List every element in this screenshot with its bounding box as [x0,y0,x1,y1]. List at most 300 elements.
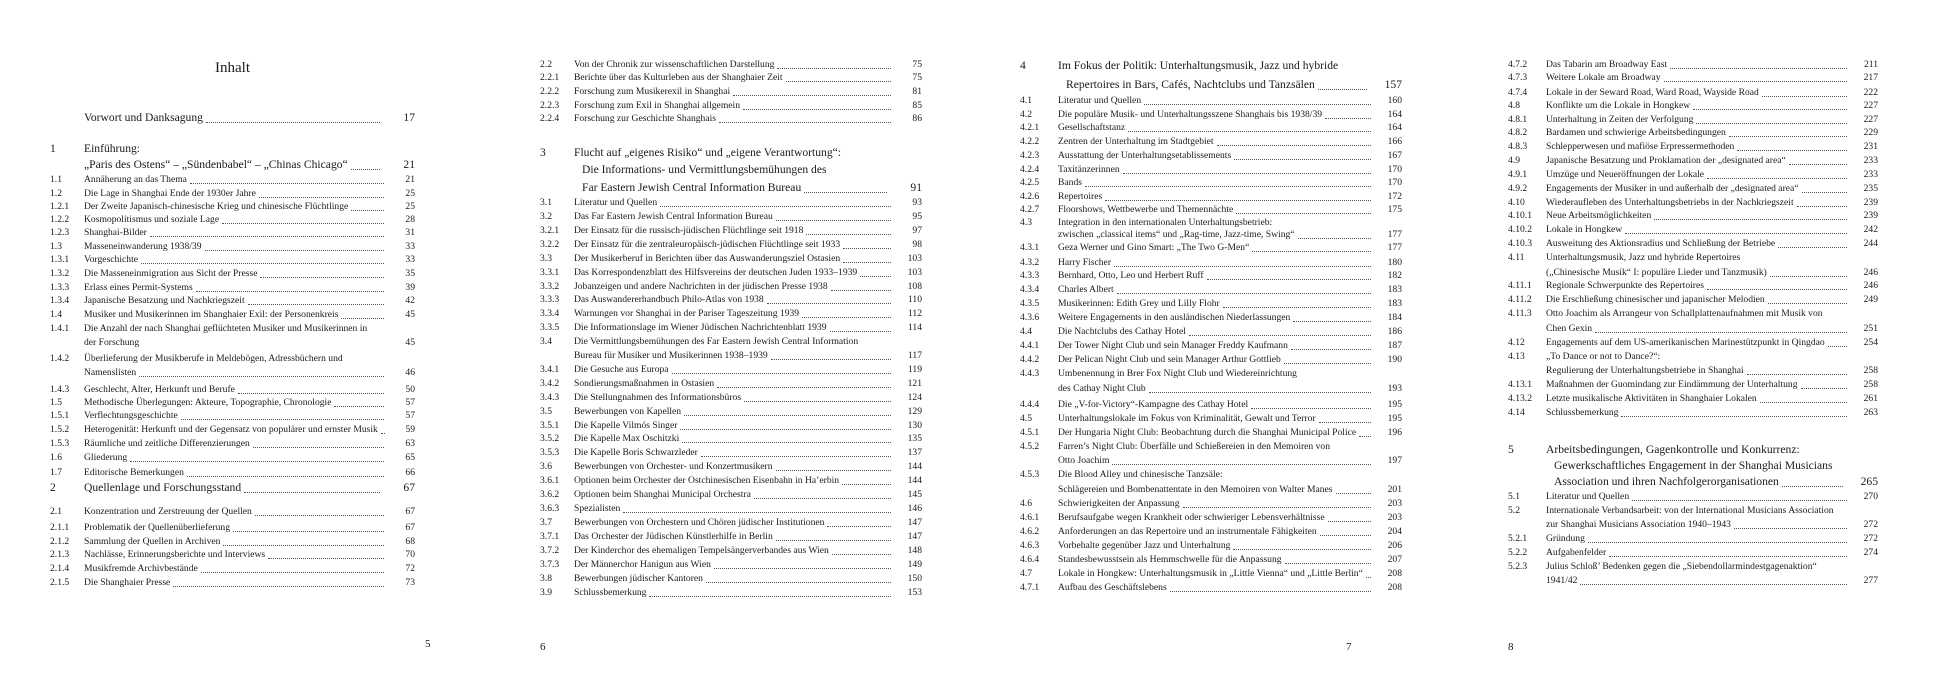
toc-entry [1508,474,1878,490]
dot-leader [831,280,891,291]
page-reference: 25 [405,201,415,212]
dot-leader [268,548,384,559]
toc-entry [540,544,922,558]
toc-entry [1508,532,1878,546]
toc-entry [50,423,415,437]
page-reference: 28 [405,214,415,225]
entry-title: Aufgabenfelder [1546,547,1607,558]
dot-leader [1625,223,1847,234]
entry-title: Vorgeschichte [84,254,138,265]
toc-entry [1020,149,1402,163]
entry-title: Der Zweite Japanisch-chinesische Krieg und chinesische Flüchtlinge [84,201,349,212]
page-reference: 73 [405,577,415,588]
section-number: 4.11.1 [1508,280,1532,291]
entry-title: Lokale in der Seward Road, Ward Road, Wayside Road [1546,87,1759,98]
dot-leader [767,293,891,304]
page-reference: 187 [1387,340,1402,351]
section-number: 4.4.3 [1020,368,1040,379]
dot-leader [196,281,384,292]
entry-title: Literatur und Quellen [1546,491,1630,502]
dot-leader [1707,168,1847,179]
dot-leader [205,240,384,251]
section-number: 4.13 [1508,351,1525,362]
page-reference: 81 [912,86,922,97]
toc-entry [540,460,922,474]
page-reference: 217 [1863,72,1878,83]
dot-leader [649,586,891,597]
dot-leader [1117,283,1371,294]
section-number: 1.4.2 [50,353,70,364]
page-reference: 75 [912,59,922,70]
section-number: 4.7.3 [1508,72,1528,83]
section-number: 1.1 [50,174,62,185]
page-reference: 208 [1387,582,1402,593]
toc-entry [50,213,415,227]
section-number: 3.5.3 [540,447,560,458]
entry-title: Engagements auf dem US-amerikanischen Marinestützpunkt in Qingdao [1546,337,1825,348]
page-reference: 153 [907,587,922,598]
toc-entry [50,480,415,496]
dot-leader [1293,311,1371,322]
toc-entry [50,336,415,350]
entry-title: Die Gesuche aus Europa [574,364,669,375]
dot-leader [776,460,891,471]
page-reference: 129 [907,406,922,417]
page-reference: 108 [907,281,922,292]
toc-entry [1020,58,1402,74]
page-reference: 233 [1863,169,1878,180]
dot-leader [827,516,891,527]
section-number: 4.7.2 [1508,59,1528,70]
dot-leader [1778,237,1847,248]
entry-title: Berichte über das Kulturleben aus der Shanghaier Zeit [574,72,783,83]
entry-title: Sammlung der Quellen in Archiven [84,536,221,547]
entry-title: Japanische Besatzung und Proklamation der „designated area“ [1546,155,1786,166]
page-reference: 137 [907,447,922,458]
dot-leader [1747,364,1847,375]
entry-title: Geza Werner und Gino Smart: „The Two G-Men“ [1058,242,1250,253]
toc-entry [540,405,922,419]
section-number: 3.3.1 [540,267,560,278]
dot-leader [1298,228,1371,239]
toc-entry [50,352,415,366]
section-number: 3.5.2 [540,433,560,444]
section-number: 3.5.1 [540,420,560,431]
toc-entry [540,502,922,516]
dot-leader [1801,378,1847,389]
entry-title: Unterhaltungslokale im Fokus von Kriminalität, Gewalt und Terror [1058,413,1316,424]
page-reference: 206 [1387,540,1402,551]
page-reference: 235 [1863,183,1878,194]
section-number: 5 [1508,443,1514,456]
entry-title: Optionen beim Shanghai Municipal Orchestra [574,489,751,500]
page-reference: 277 [1863,575,1878,586]
entry-title: Vorwort und Danksagung [84,111,203,124]
dot-leader [1580,574,1847,585]
entry-title: Quellenlage und Forschungsstand [84,481,242,494]
dot-leader [1366,567,1371,578]
entry-title: Annäherung an das Thema [84,174,187,185]
page-reference: 258 [1863,379,1878,390]
entry-title: Bardamen und schwierige Arbeitsbedingungen [1546,127,1726,138]
section-number: 4.8 [1508,100,1520,111]
dot-leader [802,307,891,318]
page-reference: 147 [907,517,922,528]
section-number: 4.4.4 [1020,399,1040,410]
entry-title: Neue Arbeitsmöglichkeiten [1546,210,1652,221]
toc-entry [540,293,922,307]
section-number: 4.3.4 [1020,284,1040,295]
dot-leader [860,266,891,277]
page-reference: 263 [1863,407,1878,418]
page-reference: 67 [405,506,415,517]
dot-leader [141,253,384,264]
toc-entry [1508,442,1878,458]
page-reference: 172 [1387,191,1402,202]
toc-entry [1508,251,1878,265]
page-number: 5 [425,638,431,650]
entry-title: Das Far Eastern Jewish Central Information Bureau [574,211,773,222]
toc-entry [1508,154,1878,168]
dot-leader [660,196,891,207]
page-number: 6 [540,641,546,653]
page-reference: 227 [1863,100,1878,111]
entry-title: Heterogenität: Herkunft und der Gegensatz von populärer und ernster Musik [84,424,378,435]
entry-title: Die Informations- und Vermittlungsbemühungen des [582,163,827,176]
toc-entry [1508,546,1878,560]
toc-entry [540,363,922,377]
toc-entry [50,308,415,322]
toc-entry [1020,108,1402,122]
dot-leader [672,363,891,374]
toc-entry [50,240,415,254]
page-reference: 211 [1863,59,1878,70]
page-reference: 164 [1387,122,1402,133]
toc-entry [1508,126,1878,140]
section-number: 1.3 [50,241,62,252]
dot-leader [1664,71,1847,82]
entry-title: Masseneinwanderung 1938/39 [84,241,202,252]
entry-title: Bureau für Musiker und Musikerinnen 1938–1939 [574,350,768,361]
toc-entry [540,391,922,405]
toc-entry [50,409,415,423]
page-reference: 63 [405,438,415,449]
section-number: 4.9 [1508,155,1520,166]
entry-title: Arbeitsbedingungen, Gagenkontrolle und Konkurrenz: [1546,443,1800,456]
dot-leader [1319,412,1371,423]
dot-leader [1318,77,1367,90]
entry-title: Die Blood Alley und chinesische Tanzsäle: [1058,469,1223,480]
toc-entry [1508,209,1878,223]
dot-leader [1251,398,1371,409]
toc-entry [1020,297,1402,311]
section-number: 4.1 [1020,95,1032,106]
page-reference: 190 [1387,354,1402,365]
toc-entry [1020,94,1402,108]
page-reference: 175 [1387,204,1402,215]
entry-title: Chen Gexin [1546,323,1593,334]
entry-title: Räumliche und zeitliche Differenzierungen [84,438,250,449]
dot-leader [1223,297,1371,308]
section-number: 3.5 [540,406,552,417]
section-number: 3.7.2 [540,545,560,556]
toc-entry [540,307,922,321]
toc-entry [540,432,922,446]
entry-title: Unterhaltung in Zeiten der Verfolgung [1546,114,1694,125]
entry-title: Von der Chronik zur wissenschaftlichen Darstellung [574,59,775,70]
entry-title: Umbenennung in Brer Fox Night Club und Wiedereinrichtung [1058,368,1297,379]
toc-entry [1020,440,1402,454]
dot-leader [351,157,380,170]
dot-leader [706,572,891,583]
dot-leader [1595,322,1847,333]
toc-entry [50,451,415,465]
dot-leader [1149,382,1371,393]
dot-leader [1696,113,1847,124]
toc-page-6 [540,0,922,700]
dot-leader [187,466,384,477]
page-reference: 244 [1863,238,1878,249]
section-number: 4.10 [1508,197,1525,208]
entry-title: Der Einsatz für die russisch-jüdischen Flüchtlinge seit 1918 [574,225,804,236]
dot-leader [1770,266,1847,277]
page-reference: 254 [1863,337,1878,348]
section-number: 3.1 [540,197,552,208]
section-number: 4.6.3 [1020,540,1040,551]
entry-title: Farren’s Night Club: Überfälle und Schießereien in den Memoiren von [1058,441,1331,452]
toc-entry [50,383,415,397]
section-number: 4.2.4 [1020,164,1040,175]
section-number: 4.5.1 [1020,427,1040,438]
dot-leader [1693,99,1847,110]
entry-title: Sondierungsmaßnahmen in Ostasien [574,378,715,389]
toc-entry [50,110,415,126]
entry-title: Regulierung der Unterhaltungsbetriebe in Shanghai [1546,365,1744,376]
entry-title: Der Einsatz für die zentraleuropäisch-jüdischen Flüchtlinge seit 1933 [574,239,841,250]
section-number: 4.3.6 [1020,312,1040,323]
entry-title: Floorshows, Wettbewerbe und Themennächte [1058,204,1234,215]
entry-title: Jobanzeigen und andere Nachrichten in der jüdischen Presse 1938 [574,281,828,292]
section-number: 4.6.2 [1020,526,1040,537]
toc-entry [540,162,922,178]
section-number: 4.8.2 [1508,127,1528,138]
section-number: 2.2.1 [540,72,560,83]
page-reference: 135 [907,433,922,444]
entry-title: „To Dance or not to Dance?“: [1546,351,1661,362]
page-reference: 183 [1387,298,1402,309]
dot-leader [201,562,384,573]
dot-leader [684,405,891,416]
entry-title: Schlussbemerkung [1546,407,1619,418]
section-number: 2.1.1 [50,522,70,533]
dot-leader [1123,163,1371,174]
toc-entry [50,576,415,590]
entry-title: Die Kapelle Boris Schwarzleder [574,447,698,458]
page-reference: 146 [907,503,922,514]
section-number: 4.5.3 [1020,469,1040,480]
page-reference: 57 [405,410,415,421]
dot-leader [743,99,891,110]
dot-leader [253,437,384,448]
toc-entry [540,349,922,363]
section-number: 2.2.4 [540,113,560,124]
page-reference: 93 [912,197,922,208]
dot-leader [222,213,384,224]
toc-entry [50,253,415,267]
entry-title: Literatur und Quellen [574,197,658,208]
toc-entry [1508,168,1878,182]
toc-entry [540,488,922,502]
entry-title: Spezialisten [574,503,621,514]
section-number: 5.2 [1508,505,1520,516]
toc-entry [1020,353,1402,367]
section-number: 1.2 [50,188,62,199]
section-number: 3.3.5 [540,322,560,333]
page-reference: 274 [1863,547,1878,558]
entry-title: Harry Fischer [1058,257,1112,268]
dot-leader [139,366,384,377]
page-reference: 197 [1387,455,1402,466]
dot-leader [843,252,891,263]
section-number: 4.3.2 [1020,257,1040,268]
toc-entry [1020,426,1402,440]
section-number: 4.4 [1020,326,1032,337]
page-reference: 166 [1387,136,1402,147]
entry-title: der Forschung [84,337,140,348]
entry-title: Musiker und Musikerinnen im Shanghaier Exil: der Personenkreis [84,309,339,320]
dot-leader [1128,121,1371,132]
section-number: 1.3.1 [50,254,70,265]
section-number: 1.6 [50,452,62,463]
section-number: 2 [50,481,56,494]
section-number: 3.4.3 [540,392,560,403]
toc-entry [1508,266,1878,280]
entry-title: Engagements der Musiker in und außerhalb der „designated area“ [1546,183,1799,194]
toc-entry [540,196,922,210]
dot-leader [181,409,384,420]
toc-entry [1020,539,1402,553]
toc-entry [1508,182,1878,196]
entry-title: Lokale in Hongkew: Unterhaltungsmusik in „Little Vienna“ und „Little Berlin“ [1058,568,1363,579]
toc-page-8 [1508,0,1878,700]
dot-leader [1789,154,1847,165]
dot-leader [804,180,887,193]
page-reference: 246 [1863,280,1878,291]
toc-entry [1020,483,1402,497]
section-number: 1.5.1 [50,410,70,421]
toc-entry [1020,203,1402,217]
toc-entry [540,252,922,266]
entry-title: Charles Albert [1058,284,1114,295]
dot-leader [1632,490,1847,501]
page-reference: 86 [912,113,922,124]
entry-title: Schlussbemerkung [574,587,647,598]
dot-leader [1170,581,1371,592]
entry-title: Internationale Verbandsarbeit: von der International Musicians Association [1546,505,1834,516]
section-number: 1.4.1 [50,323,70,334]
dot-leader [754,488,891,499]
toc-entry [50,281,415,295]
toc-entry [540,99,922,113]
entry-title: Die Lage in Shanghai Ende der 1930er Jahre [84,188,256,199]
toc-entry [1508,518,1878,532]
toc-entry [1020,468,1402,482]
toc-entry [50,466,415,480]
entry-title: Wiederaufleben des Unterhaltungsbetriebs in der Nachkriegszeit [1546,197,1794,208]
page-reference: 59 [405,424,415,435]
toc-entry [540,530,922,544]
toc-entry [50,157,415,173]
dot-leader [1802,182,1847,193]
page-reference: 31 [405,227,415,238]
entry-title: Bewerbungen von Kapellen [574,406,682,417]
page-reference: 239 [1863,210,1878,221]
toc-entry [1020,339,1402,353]
section-number: 4.13.1 [1508,379,1532,390]
section-number: 3.6 [540,461,552,472]
entry-title: Nachlässe, Erinnerungsberichte und Interviews [84,549,266,560]
entry-title: zwischen „classical items“ und „Rag-time, Jazz-time, Swing“ [1058,229,1295,240]
dot-leader [173,576,384,587]
page-reference: 110 [907,294,922,305]
section-number: 1.5 [50,397,62,408]
toc-entry [1508,378,1878,392]
dot-leader [733,85,891,96]
entry-title: Geschlecht, Alter, Herkunft und Berufe [84,384,235,395]
entry-title: Das Tabarin am Broadway East [1546,59,1668,70]
toc-entry [540,377,922,391]
toc-heading: Inhalt [215,60,250,76]
page-reference: 184 [1387,312,1402,323]
section-number: 4.2.5 [1020,177,1040,188]
page-reference: 227 [1863,114,1878,125]
entry-title: Far Eastern Jewish Central Information Bureau [582,181,802,194]
entry-title: Weitere Lokale am Broadway [1546,72,1661,83]
entry-title: Die Shanghaier Presse [84,577,171,588]
section-number: 3.4.2 [540,378,560,389]
toc-entry [50,226,415,240]
toc-entry [1020,497,1402,511]
page-reference: 57 [405,397,415,408]
toc-entry [50,505,415,519]
toc-entry [1508,504,1878,518]
toc-entry [540,474,922,488]
section-number: 5.2.1 [1508,533,1528,544]
entry-title: Forschung zum Exil in Shanghai allgemein [574,100,740,111]
section-number: 2.1.5 [50,577,70,588]
section-number: 3.3 [540,253,552,264]
page-reference: 35 [405,268,415,279]
entry-title: Die Kapelle Vilmós Singer [574,420,678,431]
page-reference: 45 [405,337,415,348]
entry-title: Forschung zur Geschichte Shanghais [574,113,717,124]
page-reference: 233 [1863,155,1878,166]
toc-entry [50,535,415,549]
dot-leader [786,71,891,82]
section-number: 3 [540,146,546,159]
dot-leader [1236,203,1371,214]
entry-title: Repertoires [1058,191,1103,202]
page-reference: 167 [1387,150,1402,161]
page-reference: 242 [1863,224,1878,235]
entry-title: Integration in den internationalen Unterhaltungsbetrieb: [1058,217,1273,228]
page-reference: 103 [907,267,922,278]
dot-leader [832,544,891,555]
dot-leader [1609,546,1847,557]
section-number: 2.2.3 [540,100,560,111]
page-reference: 67 [405,522,415,533]
page-reference: 112 [907,308,922,319]
